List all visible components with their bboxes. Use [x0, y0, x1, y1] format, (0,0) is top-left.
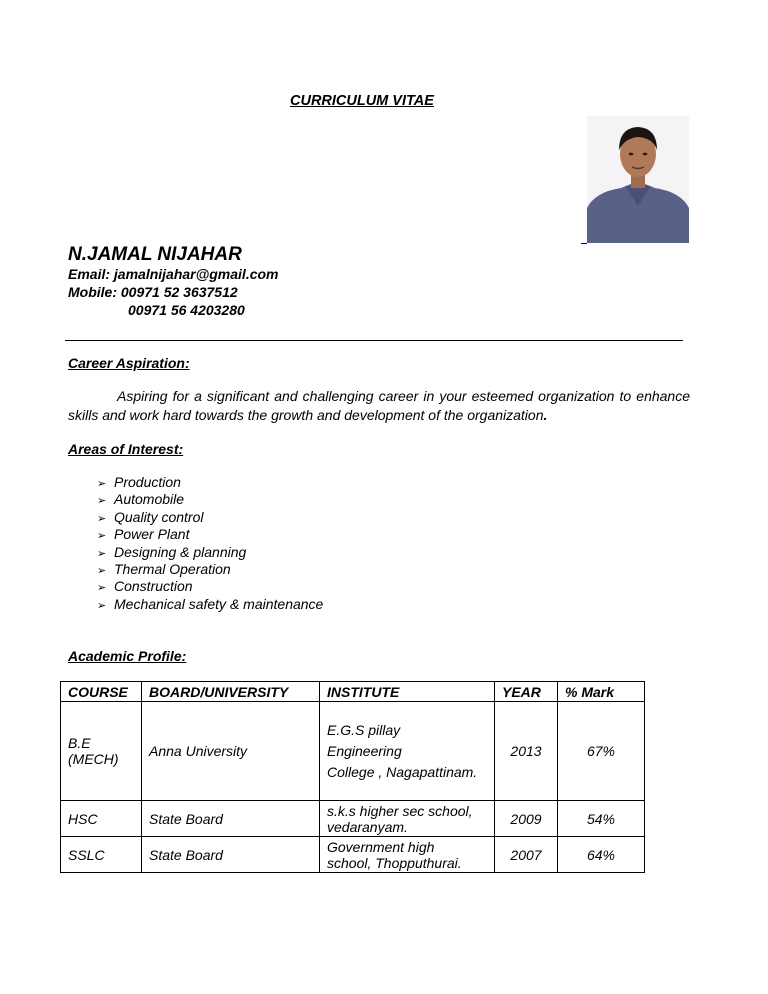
- arrow-bullet-icon: ➢: [97, 530, 107, 543]
- course-cell: HSC: [61, 801, 142, 837]
- photo-baseline-mark: [581, 243, 587, 244]
- year-cell: 2013: [495, 702, 558, 801]
- page-title: CURRICULUM VITAE: [290, 93, 434, 109]
- list-item: ➢ Thermal Operation: [97, 561, 323, 578]
- institute-cell: s.k.s higher sec school, vedaranyam.: [320, 801, 495, 837]
- academic-heading: Academic Profile:: [68, 648, 187, 664]
- course-cell: B.E (MECH): [61, 702, 142, 801]
- board-cell: State Board: [142, 801, 320, 837]
- mark-cell: 54%: [558, 801, 645, 837]
- candidate-name: N.JAMAL NIJAHAR: [68, 244, 242, 265]
- table-row: [61, 801, 645, 837]
- academic-table: [60, 681, 645, 873]
- career-end-mark: .: [543, 407, 548, 423]
- career-paragraph: [68, 387, 690, 425]
- arrow-bullet-icon: ➢: [97, 599, 107, 612]
- list-item: ➢ Designing & planning: [97, 544, 323, 561]
- year-cell: 2009: [495, 801, 558, 837]
- table-row: [61, 837, 645, 873]
- arrow-bullet-icon: ➢: [97, 512, 107, 525]
- email-line: Email: jamalnijahar@gmail.com: [68, 266, 279, 282]
- list-item: ➢ Power Plant: [97, 526, 323, 543]
- column-header: INSTITUTE: [320, 682, 495, 702]
- mobile-line: Mobile: 00971 52 3637512: [68, 284, 238, 300]
- mark-cell: 64%: [558, 837, 645, 873]
- mobile-line-2: 00971 56 4203280: [128, 302, 245, 318]
- list-item: ➢ Quality control: [97, 509, 323, 526]
- table-header-row: [61, 682, 645, 702]
- divider: [65, 340, 683, 341]
- institute-cell: Government high school, Thopputhurai.: [320, 837, 495, 873]
- arrow-bullet-icon: ➢: [97, 564, 107, 577]
- mark-cell: 67%: [558, 702, 645, 801]
- column-header: COURSE: [61, 682, 142, 702]
- interests-heading: Areas of Interest:: [68, 441, 184, 457]
- career-heading: Career Aspiration:: [68, 355, 190, 371]
- person-portrait-icon: [587, 116, 689, 243]
- interests-list: [97, 474, 323, 613]
- career-text: Aspiring for a significant and challenging career in your esteemed organization to enhance skills and work hard towards the growth and development of the organization: [68, 388, 690, 423]
- arrow-bullet-icon: ➢: [97, 582, 107, 595]
- arrow-bullet-icon: ➢: [97, 478, 107, 490]
- arrow-bullet-icon: ➢: [97, 495, 107, 508]
- list-item: ➢ Construction: [97, 578, 323, 595]
- list-item: ➢ Mechanical safety & maintenance: [97, 596, 323, 613]
- institute-cell: E.G.S pillay Engineering College , Nagapattinam.: [320, 702, 495, 801]
- board-cell: State Board: [142, 837, 320, 873]
- arrow-bullet-icon: ➢: [97, 547, 107, 560]
- board-cell: Anna University: [142, 702, 320, 801]
- course-cell: SSLC: [61, 837, 142, 873]
- column-header: % Mark: [558, 682, 645, 702]
- list-item: ➢ Production: [97, 474, 323, 491]
- profile-photo: [587, 116, 689, 243]
- column-header: YEAR: [495, 682, 558, 702]
- column-header: BOARD/UNIVERSITY: [142, 682, 320, 702]
- table-row: [61, 702, 645, 801]
- list-item: ➢ Automobile: [97, 491, 323, 508]
- year-cell: 2007: [495, 837, 558, 873]
